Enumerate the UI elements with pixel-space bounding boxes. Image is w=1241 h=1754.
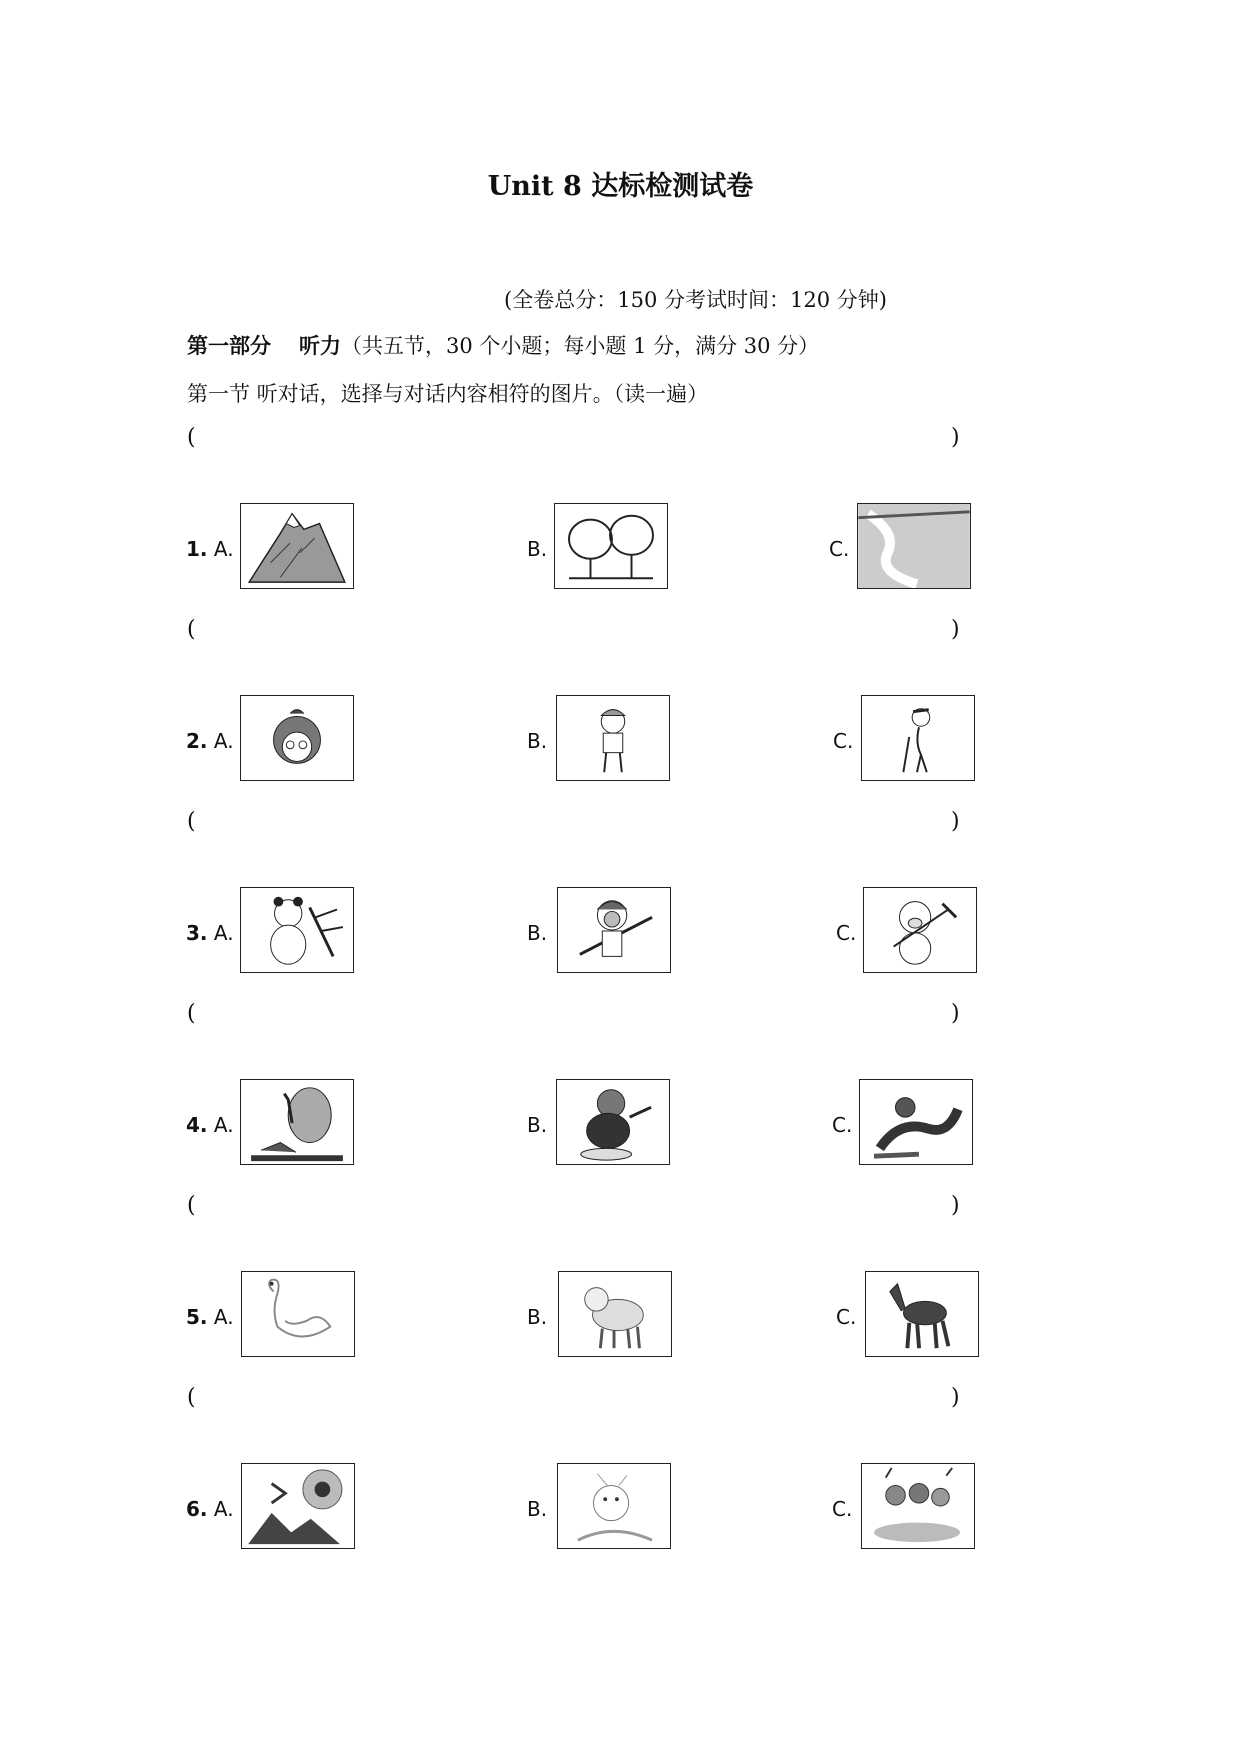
boy-cap-icon: [556, 695, 670, 781]
river-icon: [857, 503, 971, 589]
answer-paren-close: ): [951, 617, 960, 642]
option-a-label: 1. A.: [186, 537, 234, 561]
option-c-label: C.: [833, 729, 854, 753]
answer-paren-close: ): [951, 1001, 960, 1026]
monkey-king-icon: [557, 887, 671, 973]
pig-rake-icon: [863, 887, 977, 973]
answer-paren-close: ): [951, 809, 960, 834]
option-b-label: B.: [527, 537, 548, 561]
crowd-parade-icon: [861, 1463, 975, 1549]
question-5: [0, 1271, 1241, 1361]
sun-bird-icon: [241, 1463, 355, 1549]
option-a-label: 3. A.: [186, 921, 234, 945]
lamb-icon: [558, 1271, 672, 1357]
option-b-label: B.: [527, 921, 548, 945]
option-c-label: C.: [836, 1305, 857, 1329]
question-3: [0, 887, 1241, 977]
option-c-label: C.: [829, 537, 850, 561]
part-note: （共五节，30 个小题；每小题 1 分，满分 30 分）: [341, 334, 820, 358]
option-c-label: C.: [832, 1497, 853, 1521]
section-instruction: 第一节 听对话，选择与对话内容相符的图片。（读一遍）: [187, 382, 709, 406]
answer-paren-close: ): [951, 1385, 960, 1410]
option-a-label: 5. A.: [186, 1305, 234, 1329]
horse-icon: [865, 1271, 979, 1357]
page-title: Unit 8 达标检测试卷: [487, 171, 754, 202]
part-name: 听力: [299, 333, 341, 358]
old-man-cane-icon: [861, 695, 975, 781]
peacock-icon: [240, 1079, 354, 1165]
option-c-label: C.: [836, 921, 857, 945]
answer-paren-open: (: [187, 425, 196, 450]
question-6: [0, 1463, 1241, 1553]
panda-bamboo-icon: [240, 887, 354, 973]
answer-paren-open: (: [187, 1385, 196, 1410]
chick-icon: [557, 1463, 671, 1549]
answer-paren-open: (: [187, 809, 196, 834]
swan-icon: [241, 1271, 355, 1357]
answer-paren-open: (: [187, 1193, 196, 1218]
option-a-label: 2. A.: [186, 729, 234, 753]
trees-icon: [554, 503, 668, 589]
option-b-label: B.: [527, 1113, 548, 1137]
option-a-label: 4. A.: [186, 1113, 234, 1137]
question-2: [0, 695, 1241, 785]
question-1: [0, 503, 1241, 593]
answer-paren-close: ): [951, 1193, 960, 1218]
mountain-icon: [240, 503, 354, 589]
tiger-rider-icon: [859, 1079, 973, 1165]
question-4: [0, 1079, 1241, 1169]
answer-paren-close: ): [951, 425, 960, 450]
exam-meta: (全卷总分：150 分考试时间：120 分钟): [504, 288, 887, 312]
part-label: 第一部分: [187, 333, 271, 358]
option-c-label: C.: [832, 1113, 853, 1137]
cartoon-character-icon: [556, 1079, 670, 1165]
part-heading: [187, 330, 819, 360]
answer-paren-open: (: [187, 617, 196, 642]
option-b-label: B.: [527, 729, 548, 753]
option-a-label: 6. A.: [186, 1497, 234, 1521]
option-b-label: B.: [527, 1497, 548, 1521]
answer-paren-open: (: [187, 1001, 196, 1026]
girl-glasses-icon: [240, 695, 354, 781]
option-b-label: B.: [527, 1305, 548, 1329]
